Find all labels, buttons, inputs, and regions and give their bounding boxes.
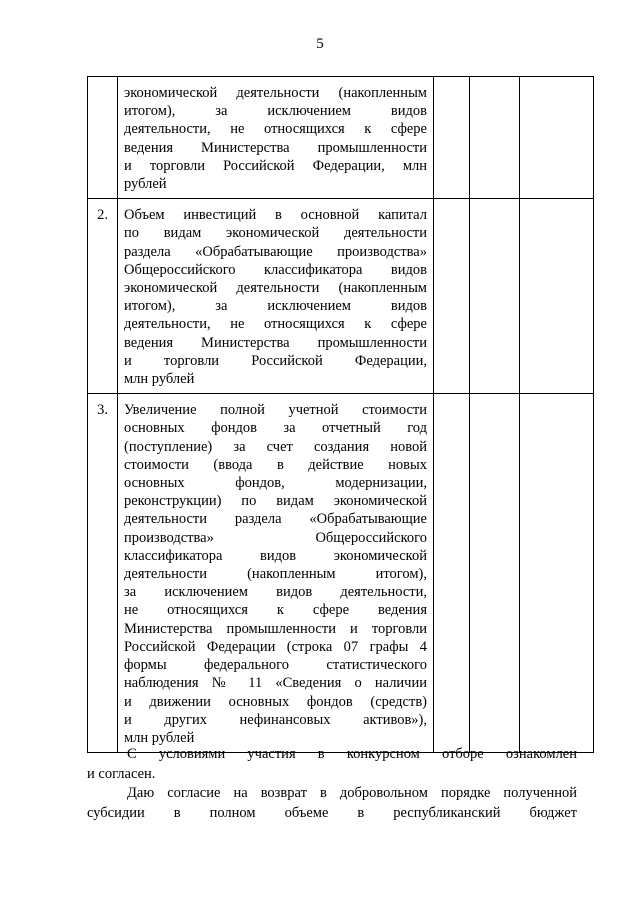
table-row [88,77,594,199]
row-description [118,199,434,394]
text-line: деятельности, не относящихся к сфере [124,121,427,138]
text-line: ведения Министерства промышленности [124,334,427,351]
value-cell[interactable] [470,199,520,394]
text-line: млн рублей [124,729,195,746]
text-line: Общероссийского классификатора видов [124,261,427,278]
value-cell[interactable] [470,77,520,199]
text-line: стоимости (ввода в действие новых [124,456,427,473]
text-line: Даю согласие на возврат в добровольном порядке полученной [127,785,577,801]
text-line: основных фондов, модернизации, [124,475,427,492]
text-line: по видам экономической деятельности [124,225,427,242]
text-line: наблюдения № 11 «Сведения о наличии [124,675,427,692]
text-line: производства» Общероссийского [124,529,427,546]
text-line: экономической деятельности (накопленным [124,280,427,297]
text-line: не относящихся к сфере ведения [124,602,427,619]
value-cell[interactable] [434,77,470,199]
text-line: основных фондов за отчетный год [124,420,427,437]
text-line: и движении основных фондов (средств) [124,693,427,710]
value-cell[interactable] [434,394,470,753]
text-line: Министерства промышленности и торговли [124,620,427,637]
text-line: рублей [124,176,167,193]
text-line: раздела «Обрабатывающие производства» [124,243,427,260]
text-line: реконструкции) по видам экономической [124,493,427,510]
text-line: Российской Федерации (строка 07 графы 4 [124,638,427,655]
text-line: формы федерального статистического [124,657,427,674]
text-line: (поступление) за счет создания новой [124,438,427,455]
text-line: и согласен. [87,766,156,782]
text-line: и торговли Российской Федерации, [124,352,427,369]
text-line: субсидии в полном объеме в республиканский бюджет [87,805,577,821]
row-description [118,77,434,199]
text-line: классификатора видов экономической [124,547,427,564]
consent-paragraph [87,744,577,784]
table-row [88,199,594,394]
text-line: С условиями участия в конкурсном отборе ознакомлен [127,746,577,762]
table-row [88,394,594,753]
text-line: Объем инвестиций в основной капитал [124,207,427,224]
text-line: итогом), за исключением видов [124,298,427,315]
indicators-table [87,76,594,753]
text-line: Увеличение полной учетной стоимости [124,402,427,419]
text-line: и торговли Российской Федерации, млн [124,157,427,174]
text-line: деятельности, не относящихся к сфере [124,316,427,333]
text-line: и других нефинансовых активов»), [124,711,427,728]
value-cell[interactable] [520,77,594,199]
value-cell[interactable] [470,394,520,753]
text-line: за исключением видов деятельности, [124,584,427,601]
value-cell[interactable] [520,394,594,753]
text-line: итогом), за исключением видов [124,103,427,120]
row-description [118,394,434,753]
text-line: млн рублей [124,371,195,388]
row-number [88,77,118,199]
row-number: 3. [88,394,118,753]
refund-paragraph [87,783,577,823]
value-cell[interactable] [520,199,594,394]
text-line: ведения Министерства промышленности [124,139,427,156]
text-line: деятельности раздела «Обрабатывающие [124,511,427,528]
page-number: 5 [316,36,324,52]
value-cell[interactable] [434,199,470,394]
text-line: деятельности (накопленным итогом), [124,566,427,583]
text-line: экономической деятельности (накопленным [124,85,427,101]
row-number: 2. [88,199,118,394]
